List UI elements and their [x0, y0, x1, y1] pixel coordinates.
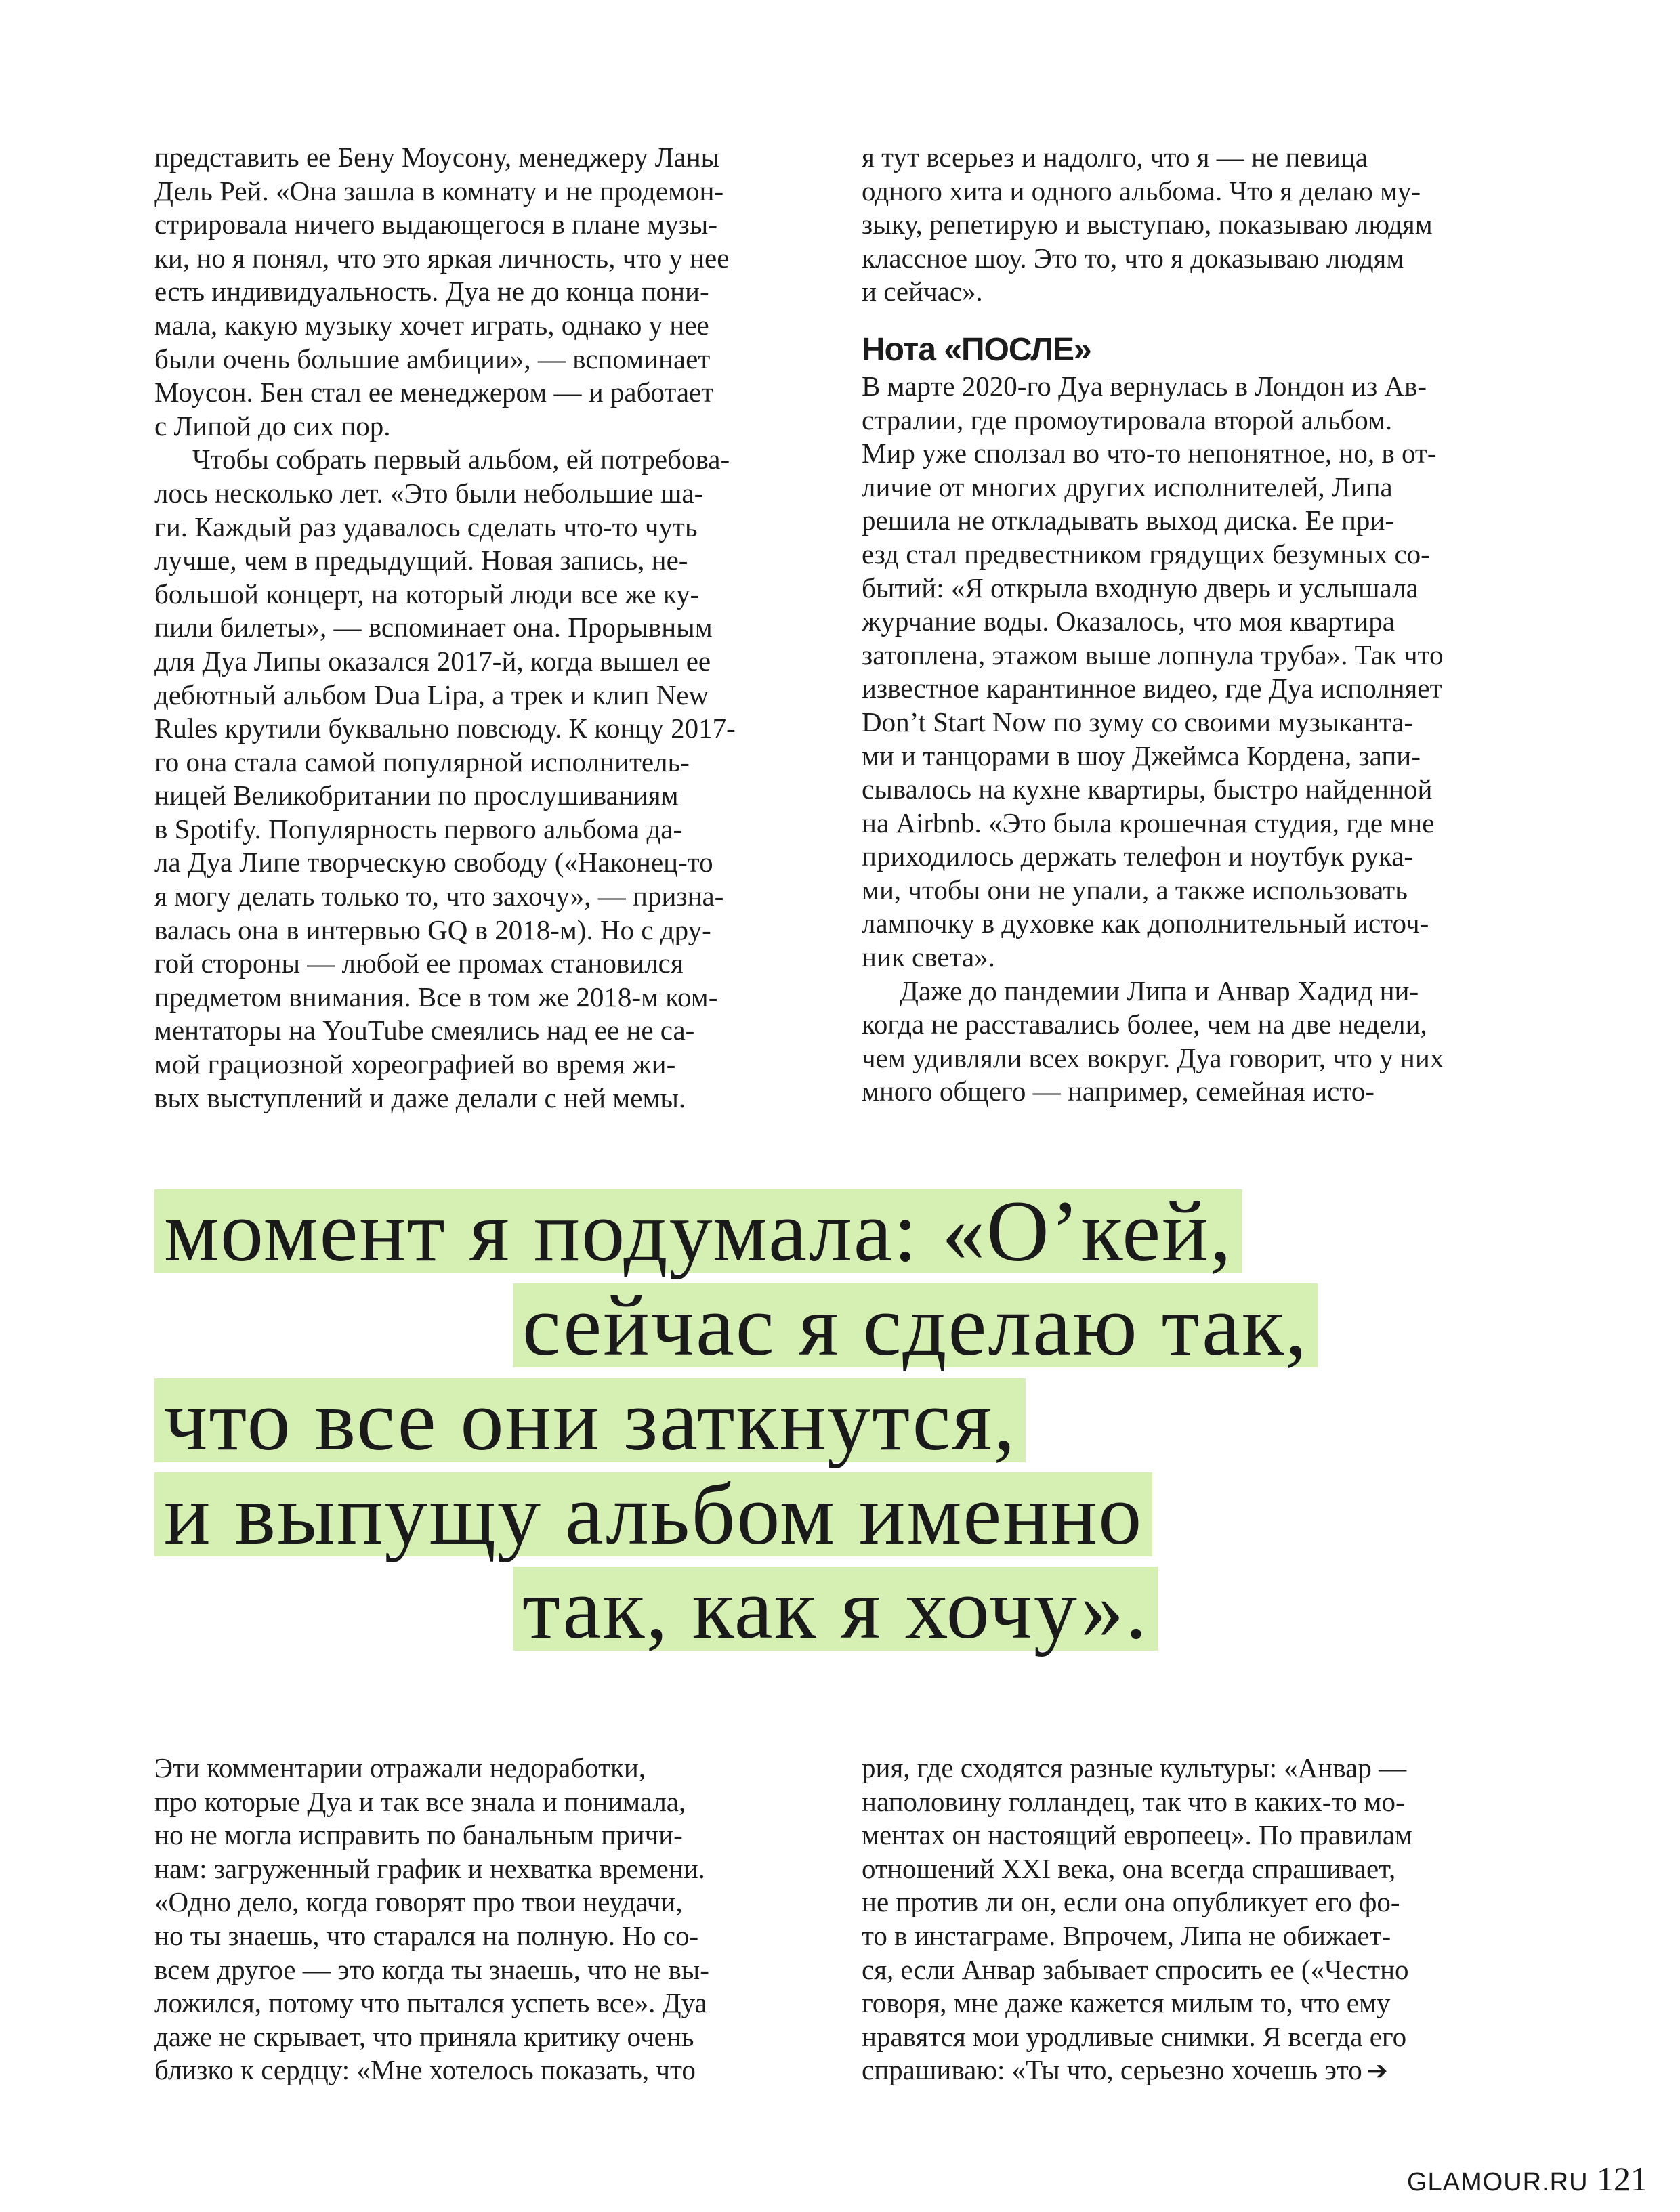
- text-line: лось несколько лет. «Это были небольшие ша-: [154, 477, 704, 509]
- text-line: вых выступлений и даже делали с ней мемы.: [154, 1082, 686, 1113]
- text-line: Чтобы собрать первый альбом, ей потребова-: [192, 444, 730, 475]
- text-line: спрашиваю: «Ты что, серьезно хочешь это ➔: [862, 2054, 1388, 2086]
- text-line: валась она в интервью GQ в 2018-м). Но с дру-: [154, 914, 711, 945]
- text-line: нам: загруженный график и нехватка времени.: [154, 1852, 705, 1884]
- page-footer: [1407, 2159, 1647, 2198]
- text-line: Rules крутили буквально повсюду. К концу 2017-: [154, 712, 736, 744]
- text-line: ложился, потому что пытался успеть все». Дуа: [154, 1987, 707, 2019]
- text-line: ки, но я понял, что это яркая личность, что у нее: [154, 242, 730, 274]
- text-line: ла Дуа Липе творческую свободу («Наконец-то: [154, 847, 713, 878]
- text-line: гой стороны — любой ее промах становился: [154, 948, 684, 979]
- text-line: я тут всерьез и надолго, что я — не певица: [862, 142, 1368, 173]
- text-line: много общего — например, семейная исто-: [862, 1076, 1374, 1107]
- text-line: стралии, где промоутировала второй альбом.: [862, 404, 1393, 435]
- text-line: стрировала ничего выдающегося в плане музы-: [154, 209, 718, 240]
- text-line: отношений XXI века, она всегда спрашивает,: [862, 1852, 1396, 1884]
- text-line: наполовину голландец, так что в каких-то мо-: [862, 1785, 1405, 1817]
- section-subheading: Нота «ПОСЛЕ»: [862, 331, 1091, 368]
- text-line: но не могла исправить по банальным причи-: [154, 1819, 683, 1851]
- text-line: ментаторы на YouTube смеялись над ее не са-: [154, 1015, 695, 1046]
- text-line: говоря, мне даже кажется милым то, что ему: [862, 1987, 1391, 2019]
- text-line: лампочку в духовке как дополнительный источ-: [862, 908, 1429, 939]
- text-line: В марте 2020-го Дуа вернулась в Лондон из Ав-: [862, 370, 1427, 402]
- site-name: GLAMOUR.RU: [1406, 2168, 1589, 2196]
- text-line: представить ее Бену Моусону, менеджеру Ланы: [154, 142, 720, 173]
- pull-quote-line: момент я подумала: «О’кей,: [154, 1189, 1242, 1273]
- text-line: журчание воды. Оказалось, что моя квартира: [862, 605, 1395, 637]
- text-line: известное карантинное видео, где Дуа исполняет: [862, 673, 1442, 704]
- text-line: Мир уже сползал во что-то непонятное, но, в от-: [862, 438, 1437, 469]
- bottom-right-column: [862, 1751, 1546, 2088]
- text-line: го она стала самой популярной исполнитель-: [154, 746, 690, 778]
- text-line: Моусон. Бен стал ее менеджером — и работает: [154, 377, 714, 408]
- text-line: «Одно дело, когда говорят про твои неудачи,: [154, 1886, 683, 1918]
- top-left-column: [154, 141, 839, 1115]
- text-line: чем удивляли всех вокруг. Дуа говорит, что у них: [862, 1042, 1444, 1073]
- top-right-intro: [862, 141, 1546, 309]
- text-line: ницей Великобритании по прослушиваниям: [154, 780, 679, 811]
- bottom-left-column: [154, 1751, 839, 2087]
- text-line: сывалось на кухне квартиры, быстро найденной: [862, 773, 1433, 805]
- text-line: всем другое — это когда ты знаешь, что не вы-: [154, 1953, 709, 1985]
- text-line: Don’t Start Now по зуму со своими музыканта-: [862, 706, 1414, 738]
- text-line: я могу делать только то, что захочу», — призна-: [154, 880, 724, 912]
- text-line: близко к сердцу: «Мне хотелось показать, что: [154, 2054, 696, 2086]
- text-line: про которые Дуа и так все знала и понимала,: [154, 1785, 686, 1817]
- text-line: но ты знаешь, что старался на полную. Но со-: [154, 1919, 699, 1951]
- text-line: дебютный альбом Dua Lipa, а трек и клип New: [154, 679, 709, 710]
- text-line: Эти комментарии отражали недоработки,: [154, 1752, 646, 1783]
- text-line: ментах он настоящий европеец». По правилам: [862, 1819, 1412, 1851]
- text-line: есть индивидуальность. Дуа не до конца пони-: [154, 276, 709, 307]
- text-line: рия, где сходятся разные культуры: «Анвар —: [862, 1752, 1407, 1783]
- text-line: ся, если Анвар забывает спросить ее («Честно: [862, 1953, 1409, 1985]
- text-line: одного хита и одного альбома. Что я делаю му-: [862, 175, 1421, 207]
- pull-quote-line: так, как я хочу».: [513, 1567, 1158, 1651]
- text-line: Даже до пандемии Липа и Анвар Хадид ни-: [900, 975, 1419, 1006]
- pull-quote-line: сейчас я сделаю так,: [513, 1283, 1318, 1367]
- top-right-section-body: [862, 370, 1546, 1109]
- text-line: большой концерт, на который люди все же ку-: [154, 578, 700, 610]
- text-line: ги. Каждый раз удавалось сделать что-то чуть: [154, 511, 698, 543]
- text-line: классное шоу. Это то, что я доказываю людям: [862, 242, 1404, 274]
- text-line: ми и танцорами в шоу Джеймса Кордена, запи-: [862, 740, 1421, 771]
- arrow-right-icon: ➔: [1366, 2056, 1388, 2086]
- text-line: и сейчас».: [862, 276, 983, 307]
- top-right-column: [862, 141, 1546, 1109]
- text-line: пили билеты», — вспоминает она. Прорывным: [154, 612, 713, 643]
- text-line: нравятся мои уродливые снимки. Я всегда его: [862, 2020, 1407, 2052]
- text-line: с Липой до сих пор.: [154, 410, 391, 442]
- text-line: приходилось держать телефон и ноутбук рука-: [862, 841, 1414, 872]
- text-line: Дель Рей. «Она зашла в комнату и не продемон-: [154, 175, 724, 207]
- text-line: лучше, чем в предыдущий. Новая запись, не-: [154, 545, 688, 576]
- text-line: решила не откладывать выход диска. Ее при-: [862, 505, 1394, 536]
- text-line: бытий: «Я открыла входную дверь и услышала: [862, 572, 1419, 603]
- text-line: затоплена, этажом выше лопнула труба». Так что: [862, 639, 1444, 671]
- text-line: когда не расставались более, чем на две недели,: [862, 1008, 1427, 1040]
- text-line: даже не скрывает, что приняла критику очень: [154, 2020, 694, 2052]
- text-line: то в инстаграме. Впрочем, Липа не обижает-: [862, 1919, 1391, 1951]
- text-line: ник света».: [862, 941, 995, 973]
- text-line: мала, какую музыку хочет играть, однако у нее: [154, 309, 709, 341]
- pull-quote-line: что все они заткнутся,: [154, 1378, 1026, 1462]
- text-line: мой грациозной хореографией во время жи-: [154, 1048, 676, 1080]
- text-line: личие от многих других исполнителей, Липа: [862, 471, 1393, 503]
- text-line: предметом внимания. Все в том же 2018-м ком-: [154, 981, 718, 1013]
- text-line: зыку, репетирую и выступаю, показываю людям: [862, 209, 1433, 240]
- text-line: в Spotify. Популярность первого альбома да-: [154, 813, 683, 845]
- text-line: были очень большие амбиции», — вспоминает: [154, 343, 711, 375]
- page-number: 121: [1597, 2160, 1647, 2198]
- text-line: не против ли он, если она опубликует его фо-: [862, 1886, 1400, 1918]
- pull-quote-line: и выпущу альбом именно: [154, 1472, 1152, 1556]
- text-line: на Airbnb. «Это была крошечная студия, где мне: [862, 807, 1435, 838]
- text-line: езд стал предвестником грядущих безумных со-: [862, 538, 1430, 570]
- text-line: для Дуа Липы оказался 2017-й, когда вышел ее: [154, 645, 711, 677]
- text-line: ми, чтобы они не упали, а также использовать: [862, 874, 1408, 906]
